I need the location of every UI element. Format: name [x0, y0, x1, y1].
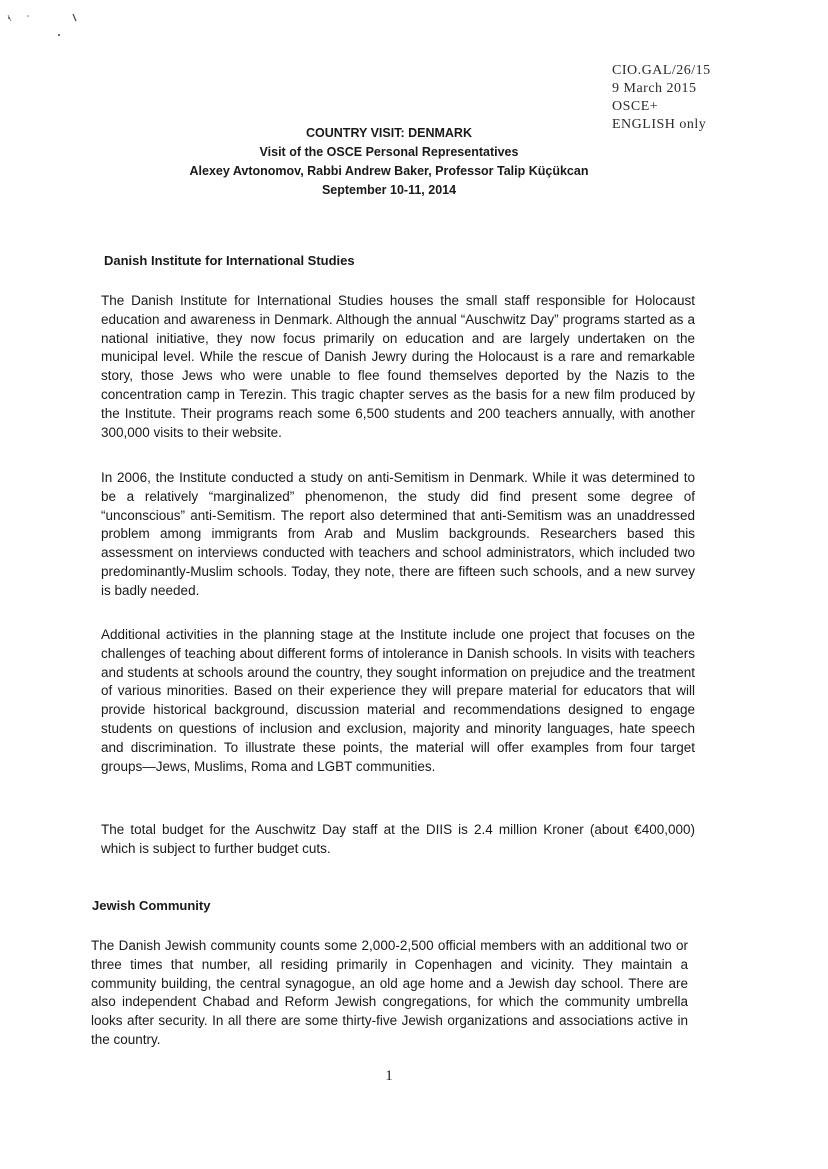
paragraph-budget: The total budget for the Auschwitz Day staff at the DIIS is 2.4 million Kroner (about €400,000) which is subject to further budget cuts.: [101, 822, 695, 856]
paragraph-jewish-community: The Danish Jewish community counts some 2,000-2,500 official members with an additional two or three times that number, all residing primarily in Copenhagen and vicinity. They maintain a community building, the central synagogue, an old age home and a Jewish day school. There are also independent Chabad and Reform Jewish congregations, for which the community umbrella looks after security. In all there are some thirty-five Jewish organizations and associations active in the country.: [91, 938, 688, 1047]
paragraph-additional-activities: Additional activities in the planning stage at the Institute include one project that focuses on the challenges of teaching about different forms of intolerance in Danish schools. In visits with teachers and students at schools around the country, they sought information on prejudice and the treatment of various minorities. Based on their experience they will prepare material for educators that will provide historical background, discussion material and recommendations designed to engage students on questions of inclusion and exclusion, majority and minority languages, hate speech and discrimination. To illustrate these points, the material will offer examples from four target groups—Jews, Muslims, Roma and LGBT communities.: [101, 627, 695, 774]
language-marking: ENGLISH only: [612, 117, 707, 132]
document-title: COUNTRY VISIT: DENMARK: [306, 126, 472, 140]
distribution-marking: OSCE+: [612, 99, 659, 114]
document-date: 9 March 2015: [612, 81, 697, 96]
scan-speck-marks: [0, 0, 90, 40]
visit-dates: September 10-11, 2014: [321, 183, 457, 197]
visit-description: Visit of the OSCE Personal Representatives: [259, 145, 519, 159]
section-heading-jewish-community: Jewish Community: [92, 898, 211, 913]
section-heading-diis: Danish Institute for International Studies: [104, 253, 355, 268]
representatives-names: Alexey Avtonomov, Rabbi Andrew Baker, Professor Talip Küçükcan: [189, 164, 589, 178]
paragraph-antisemitism-study: In 2006, the Institute conducted a study on anti-Semitism in Denmark. While it was determined to be a relatively “marginalized” phenomenon, the study did find present some degree of “unconscious” anti-Semitism. The report also determined that anti-Semitism was an unaddressed problem among immigrants from Arab and Muslim backgrounds. Researchers based this assessment on interviews conducted with teachers and school administrators, which included two predominantly-Muslim schools. Today, they note, there are fifteen such schools, and a new survey is badly needed.: [101, 470, 695, 598]
document-symbol: CIO.GAL/26/15: [612, 63, 711, 78]
paragraph-diis-overview: The Danish Institute for International Studies houses the small staff responsible for Holocaust education and awareness in Denmark. Although the annual “Auschwitz Day” programs started as a national initiative, they now focus primarily on education and are largely undertaken on the municipal level. While the rescue of Danish Jewry during the Holocaust is a rare and remarkable story, those Jews who were unable to flee found themselves deported by the Nazis to the concentration camp in Terezin. This tragic chapter serves as the basis for a new film produced by the Institute. Their programs reach some 6,500 students and 200 teachers annually, with another 300,000 visits to their website.: [101, 293, 695, 440]
title-block: [0, 124, 778, 200]
page-number: 1: [385, 1068, 393, 1084]
